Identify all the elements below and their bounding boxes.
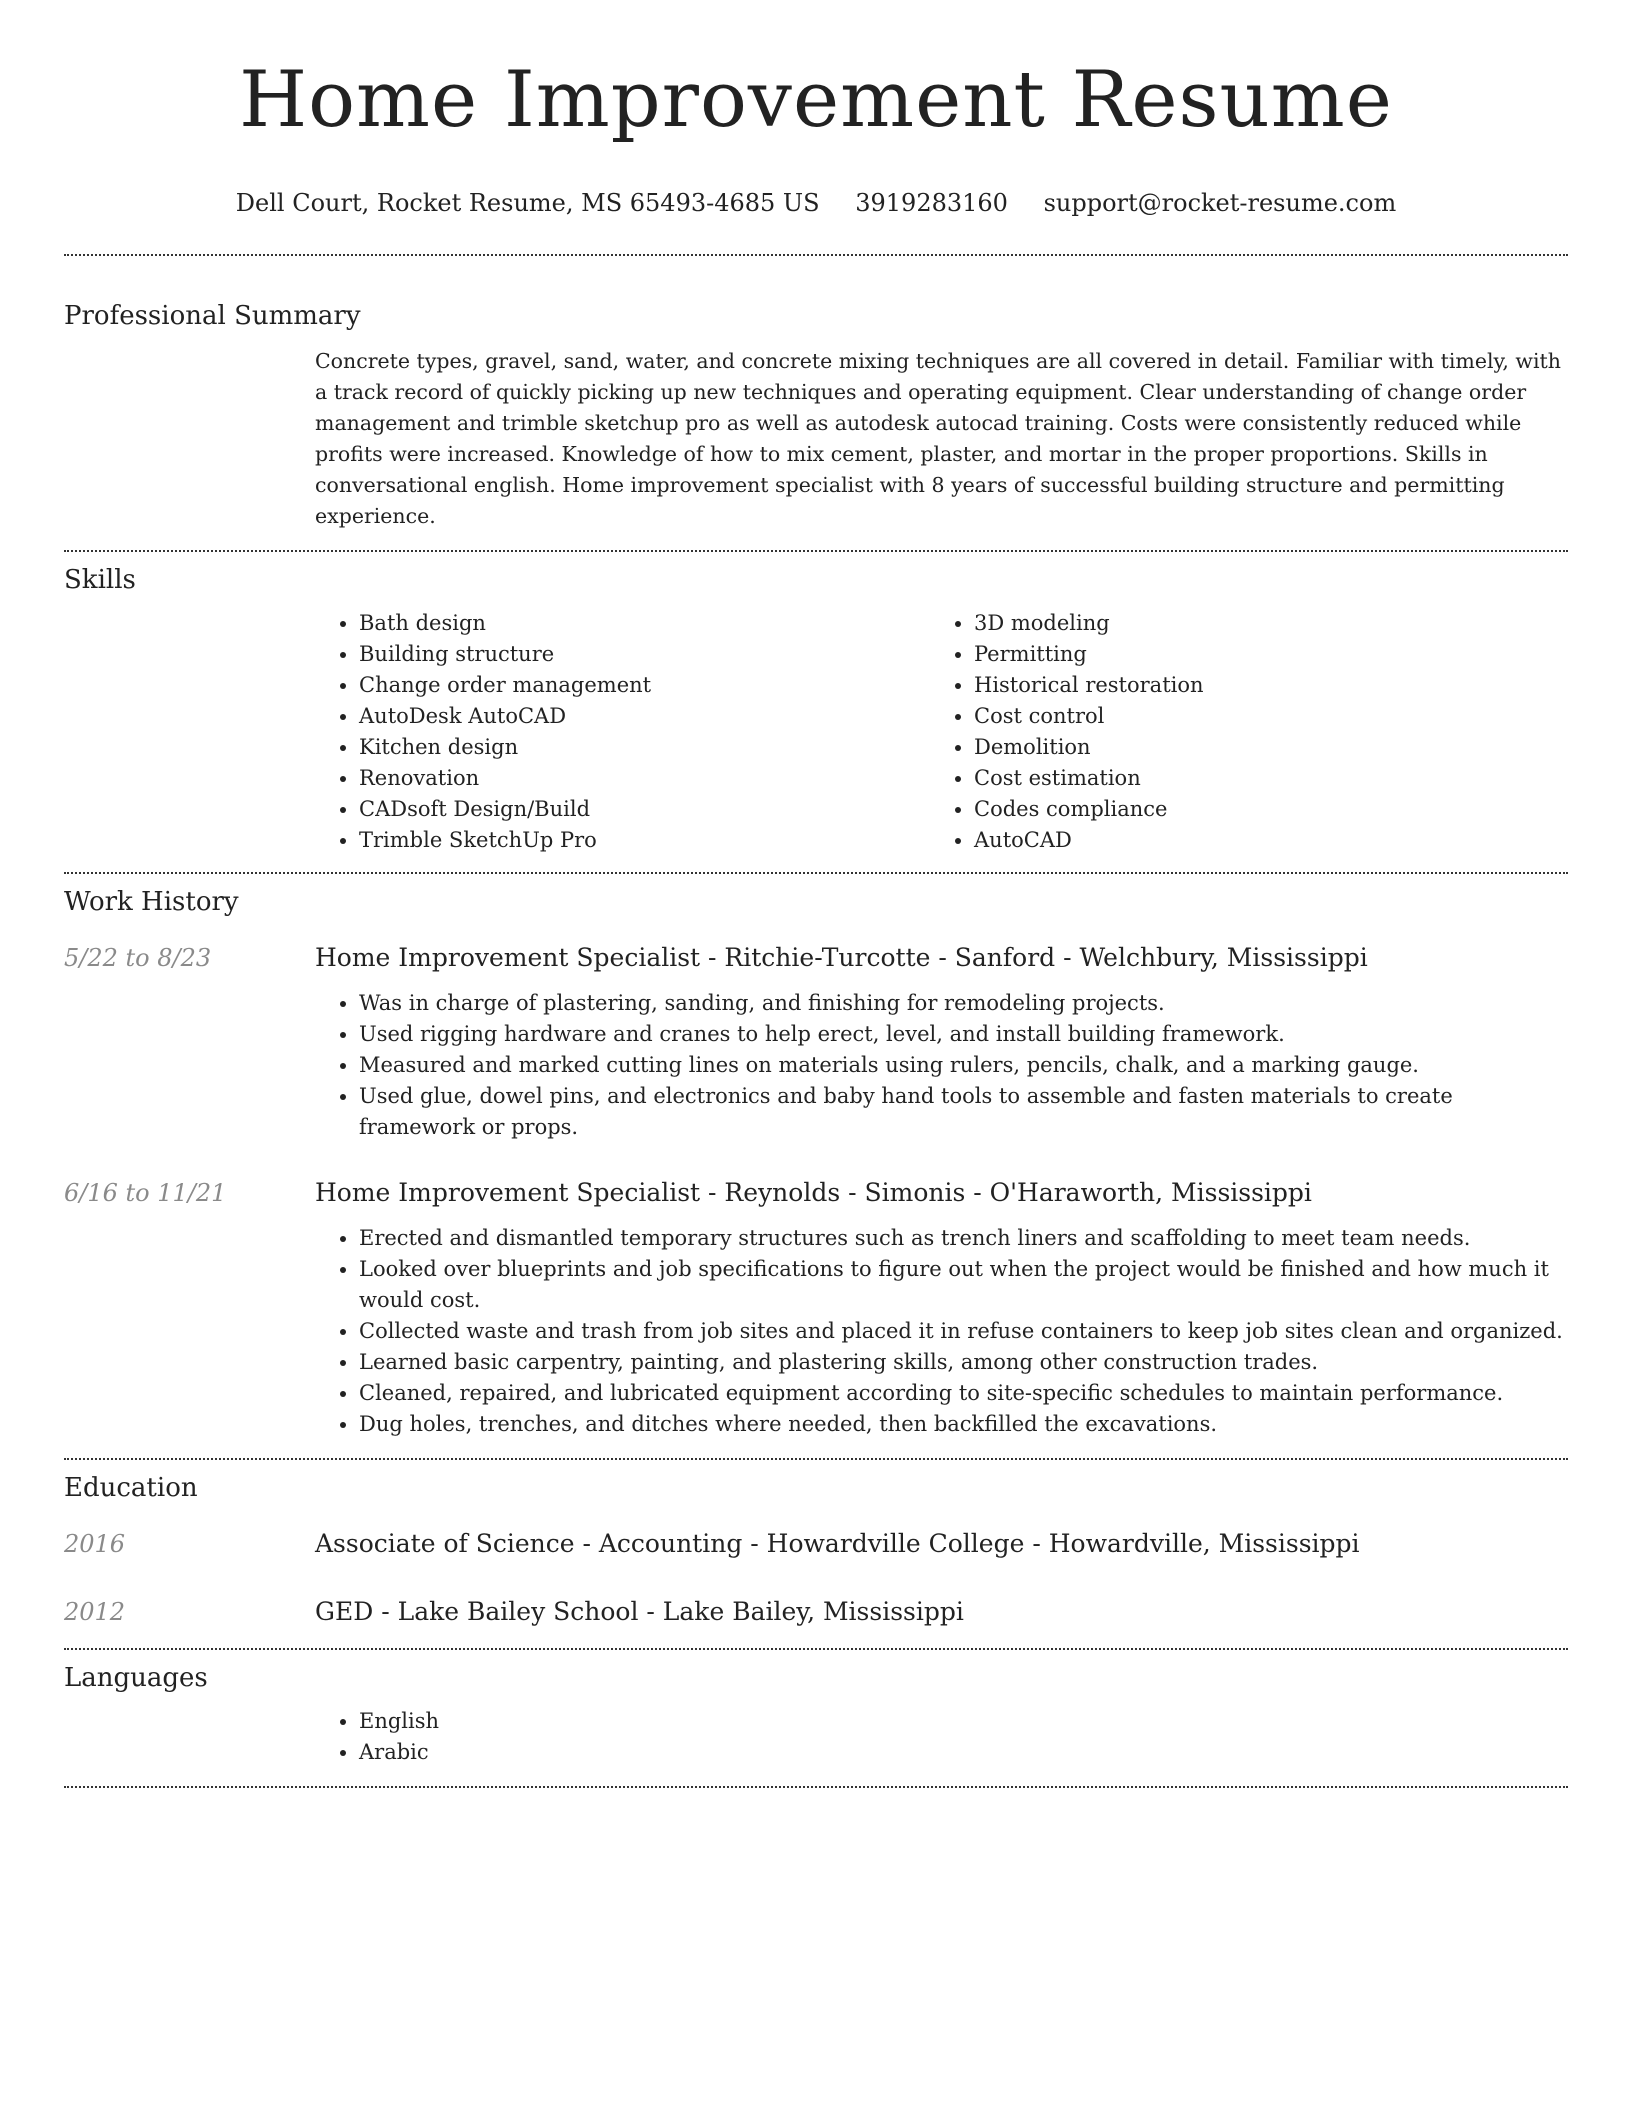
- job-entry: [64, 1177, 1568, 1440]
- skills-section: [64, 564, 1568, 856]
- skill-item: • Codes compliance: [974, 794, 1545, 825]
- skills-list-left: [315, 608, 930, 856]
- summary-heading: Professional Summary: [64, 301, 361, 331]
- job-bullet: • Used glue, dowel pins, and electronics and baby hand tools to assemble and fasten materials to create framework or props.: [359, 1081, 1568, 1143]
- skill-item: • Change order management: [359, 670, 930, 701]
- work-history-section: [64, 886, 1568, 1440]
- section-divider: [64, 1786, 1568, 1788]
- work-history-heading: Work History: [64, 887, 239, 917]
- job-bullet: • Erected and dismantled temporary structures such as trench liners and scaffolding to meet team needs.: [359, 1223, 1568, 1254]
- summary-text: Concrete types, gravel, sand, water, and concrete mixing techniques are all covered in detail. Familiar with timely, with a track record of quickly picking up new techniques and operating equipment. Clear understanding of change order management and trimble sketchup pro as well as autodesk autocad training. Costs were consistently reduced while profits were increased. Knowledge of how to mix cement, plaster, and mortar in the proper proportions. Skills in conversational english. Home improvement specialist with 8 years of successful building structure and permitting experience.: [315, 349, 1561, 528]
- job-bullet: • Dug holes, trenches, and ditches where needed, then backfilled the excavations.: [359, 1409, 1568, 1440]
- skill-item: • AutoCAD: [974, 825, 1545, 856]
- contact-line: [0, 188, 1632, 218]
- section-divider: [64, 1458, 1568, 1460]
- section-divider: [64, 254, 1568, 256]
- skill-item: • 3D modeling: [974, 608, 1545, 639]
- education-date: 2016: [64, 1530, 126, 1558]
- skills-column-left: [315, 608, 930, 856]
- job-dates: 5/22 to 8/23: [64, 944, 212, 972]
- job-bullet: • Collected waste and trash from job sites and placed it in refuse containers to keep job sites clean and organized.: [359, 1316, 1568, 1347]
- job-title: Home Improvement Specialist - Ritchie-Turcotte - Sanford - Welchbury, Mississippi: [315, 943, 1368, 972]
- job-bullet: • Looked over blueprints and job specifications to figure out when the project would be finished and how much it would cost.: [359, 1254, 1568, 1316]
- skill-item: • Cost control: [974, 701, 1545, 732]
- skill-item: • Bath design: [359, 608, 930, 639]
- job-bullet: • Used rigging hardware and cranes to help erect, level, and install building framework.: [359, 1019, 1568, 1050]
- job-entry: [64, 942, 1568, 1143]
- skill-item: • Cost estimation: [974, 763, 1545, 794]
- education-section: [64, 1472, 1568, 1628]
- job-bullet: • Measured and marked cutting lines on materials using rulers, pencils, chalk, and a marking gauge.: [359, 1050, 1568, 1081]
- education-title: GED - Lake Bailey School - Lake Bailey, Mississippi: [315, 1597, 964, 1626]
- education-heading: Education: [64, 1473, 198, 1503]
- job-dates: 6/16 to 11/21: [64, 1179, 227, 1207]
- summary-section: [64, 300, 1568, 532]
- job-details: [315, 988, 1568, 1143]
- resume-title: Home Improvement Resume: [239, 55, 1393, 145]
- languages-list: [315, 1706, 1568, 1768]
- job-details: [315, 1223, 1568, 1440]
- job-title: Home Improvement Specialist - Reynolds - Simonis - O'Haraworth, Mississippi: [315, 1178, 1312, 1207]
- language-item: • Arabic: [359, 1737, 1568, 1768]
- contact-email: support@rocket-resume.com: [1043, 189, 1397, 217]
- job-bullet: • Learned basic carpentry, painting, and plastering skills, among other construction trades.: [359, 1347, 1568, 1378]
- skill-item: • AutoDesk AutoCAD: [359, 701, 930, 732]
- section-divider: [64, 1648, 1568, 1650]
- skill-item: • Demolition: [974, 732, 1545, 763]
- language-item: • English: [359, 1706, 1568, 1737]
- job-bullets: [315, 988, 1568, 1143]
- skill-item: • Building structure: [359, 639, 930, 670]
- skills-column-right: [930, 608, 1545, 856]
- languages-heading: Languages: [64, 1663, 208, 1693]
- section-divider: [64, 872, 1568, 874]
- section-divider: [64, 550, 1568, 552]
- resume-header: [0, 0, 1632, 218]
- skill-item: • Historical restoration: [974, 670, 1545, 701]
- languages-section: [64, 1662, 1568, 1768]
- contact-address: Dell Court, Rocket Resume, MS 65493-4685 US: [235, 189, 820, 217]
- skills-heading: Skills: [64, 565, 136, 595]
- education-date: 2012: [64, 1598, 126, 1626]
- education-title: Associate of Science - Accounting - Howardville College - Howardville, Mississippi: [315, 1529, 1360, 1558]
- education-entry: [64, 1528, 1568, 1560]
- education-entry: [64, 1596, 1568, 1628]
- skills-grid: [315, 608, 1568, 856]
- skill-item: • Kitchen design: [359, 732, 930, 763]
- languages-content: [315, 1706, 1568, 1768]
- job-bullets: [315, 1223, 1568, 1440]
- job-bullet: • Cleaned, repaired, and lubricated equipment according to site-specific schedules to maintain performance.: [359, 1378, 1568, 1409]
- skill-item: • Trimble SketchUp Pro: [359, 825, 930, 856]
- skill-item: • Permitting: [974, 639, 1545, 670]
- contact-phone: 3919283160: [855, 189, 1008, 217]
- summary-content: [315, 346, 1568, 532]
- skill-item: • CADsoft Design/Build: [359, 794, 930, 825]
- skill-item: • Renovation: [359, 763, 930, 794]
- skills-list-right: [930, 608, 1545, 856]
- job-bullet: • Was in charge of plastering, sanding, and finishing for remodeling projects.: [359, 988, 1568, 1019]
